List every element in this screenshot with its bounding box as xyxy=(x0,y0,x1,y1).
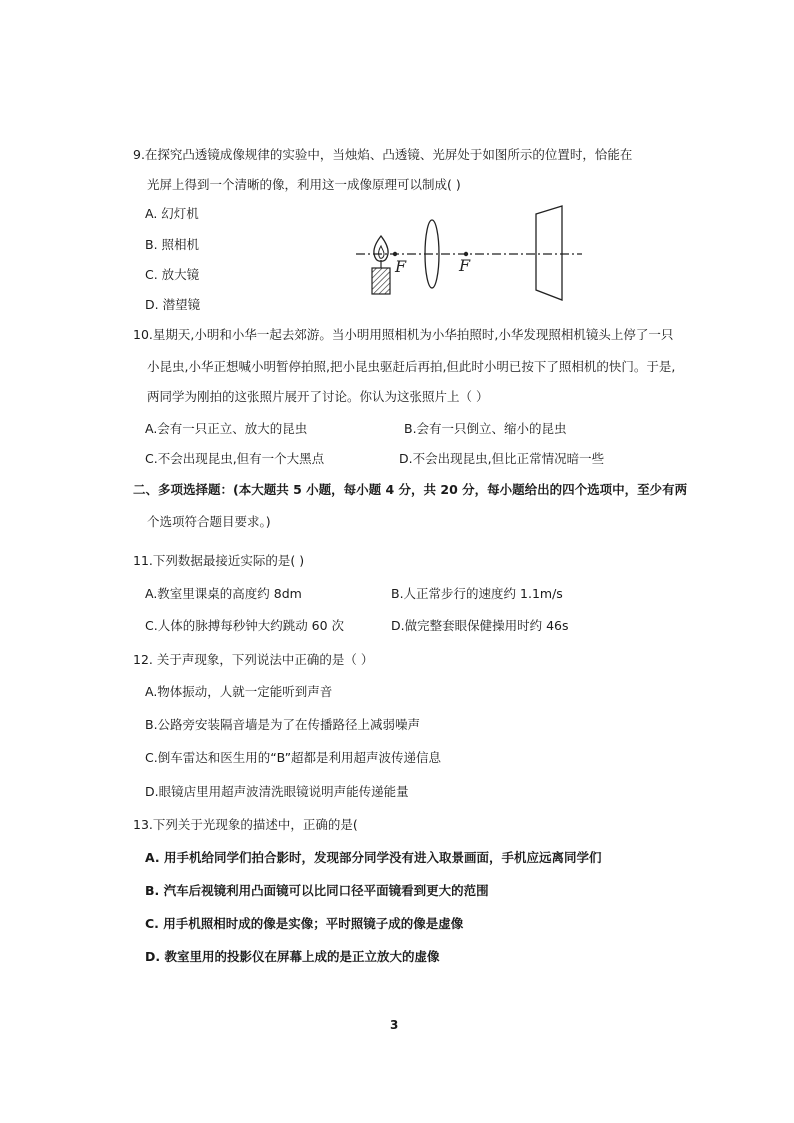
q11-stem: 11.下列数据最接近实际的是( ) xyxy=(133,553,305,568)
q10-stem-line1: 10.星期天,小明和小华一起去郊游。当小明用照相机为小华拍照时,小华发现照相机镜头上停了一只 xyxy=(133,327,674,342)
section2-heading-line2: 个选项符合题目要求。) xyxy=(147,514,271,529)
q12-stem: 12. 关于声现象，下列说法中正确的是（ ） xyxy=(133,652,374,667)
convex-lens-diagram xyxy=(350,198,590,308)
q9-option-c: C. 放大镜 xyxy=(145,267,200,282)
q12-option-a: A.物体振动，人就一定能听到声音 xyxy=(145,684,333,699)
q9-option-b: B. 照相机 xyxy=(145,237,200,252)
q9-option-d: D. 潜望镜 xyxy=(145,297,201,312)
q11-option-a: A.教室里课桌的高度约 8dm xyxy=(145,586,302,601)
q13-option-d: D. 教室里用的投影仪在屏幕上成的是正立放大的虚像 xyxy=(145,949,440,964)
q9-stem-line2: 光屏上得到一个清晰的像，利用这一成像原理可以制成( ) xyxy=(147,177,461,192)
q10-option-b: B.会有一只倒立、缩小的昆虫 xyxy=(404,421,567,436)
q11-option-b: B.人正常步行的速度约 1.1m/s xyxy=(391,586,563,601)
q10-option-a: A.会有一只正立、放大的昆虫 xyxy=(145,421,308,436)
page-number: 3 xyxy=(390,1018,399,1032)
q10-option-d: D.不会出现昆虫,但比正常情况暗一些 xyxy=(399,451,605,466)
candle-icon xyxy=(372,268,390,294)
q13-option-a: A. 用手机给同学们拍合影时，发现部分同学没有进入取景画面，手机应远离同学们 xyxy=(145,850,602,865)
q13-option-b: B. 汽车后视镜利用凸面镜可以比同口径平面镜看到更大的范围 xyxy=(145,883,489,898)
q10-option-c: C.不会出现昆虫,但有一个大黑点 xyxy=(145,451,325,466)
q10-stem-line2: 小昆虫,小华正想喊小明暂停拍照,把小昆虫驱赶后再拍,但此时小明已按下了照相机的快门。于是, xyxy=(147,359,676,374)
q13-stem: 13.下列关于光现象的描述中，正确的是( xyxy=(133,817,358,832)
flame-icon xyxy=(374,236,388,261)
q9-stem-line1: 9.在探究凸透镜成像规律的实验中，当烛焰、凸透镜、光屏处于如图所示的位置时，恰能在 xyxy=(133,147,633,162)
q12-option-b: B.公路旁安装隔音墙是为了在传播路径上减弱噪声 xyxy=(145,717,421,732)
q11-option-d: D.做完整套眼保健操用时约 46s xyxy=(391,618,569,633)
focal-label-right: F xyxy=(459,256,471,275)
section2-heading-line1: 二、多项选择题：(本大题共 5 小题，每小题 4 分，共 20 分，每小题给出的四个选项中，至少有两 xyxy=(133,482,688,497)
q12-option-c: C.倒车雷达和医生用的“B”超都是利用超声波传递信息 xyxy=(145,750,442,765)
focal-label-left: F xyxy=(395,257,407,276)
q12-option-d: D.眼镜店里用超声波清洗眼镜说明声能传递能量 xyxy=(145,784,409,799)
focal-point-left xyxy=(393,252,397,256)
q13-option-c: C. 用手机照相时成的像是实像；平时照镜子成的像是虚像 xyxy=(145,916,464,931)
q9-option-a: A. 幻灯机 xyxy=(145,206,199,221)
q10-stem-line3: 两同学为刚拍的这张照片展开了讨论。你认为这张照片上（ ） xyxy=(147,389,489,404)
q11-option-c: C.人体的脉搏每秒钟大约跳动 60 次 xyxy=(145,618,345,633)
light-screen xyxy=(536,206,562,300)
